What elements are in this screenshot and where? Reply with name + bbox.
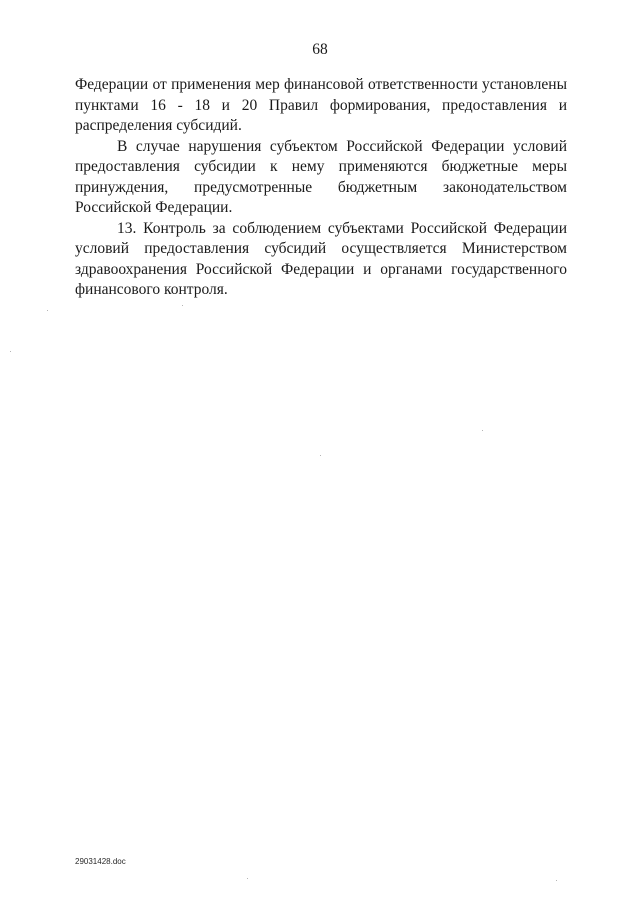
scan-speck: [556, 880, 557, 881]
scan-speck: [47, 310, 48, 311]
paragraph-control-clause: 13. Контроль за соблюдением субъектами Российской Федерации условий предоставления субсидий осуществляется Министерством здравоохранения Российской Федерации и органами государственного финансового контроля.: [75, 219, 567, 298]
document-body: [75, 75, 567, 301]
scan-speck: [320, 455, 321, 456]
page-number: 68: [312, 41, 328, 58]
footer-filename: 29031428.doc: [75, 857, 126, 866]
paragraph-continuation: Федерации от применения мер финансовой ответственности установлены пунктами 16 - 18 и 20 Правил формирования, предоставления и распределения субсидий.: [75, 76, 567, 134]
paragraph-violation-measures: В случае нарушения субъектом Российской Федерации условий предоставления субсидии к нему применяются бюджетные меры принуждения, предусмотренные бюджетным законодательством Российской Федерации.: [75, 137, 567, 216]
scan-speck: [182, 305, 183, 306]
scan-speck: [10, 351, 11, 352]
scan-speck: [247, 878, 248, 879]
scan-speck: [482, 430, 483, 431]
